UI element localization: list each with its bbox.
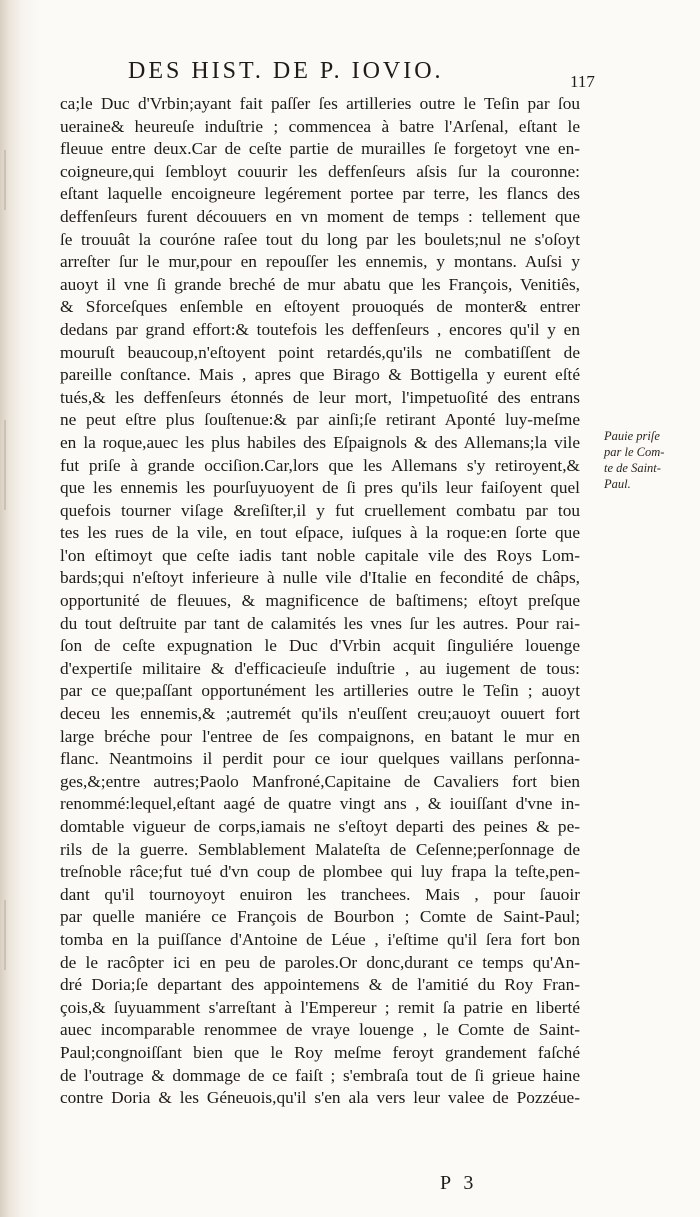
text-line: coigneure,qui ſembloyt couurir les deffenſeurs aſsis ſur la couronne: bbox=[60, 161, 580, 181]
text-line: de l'outrage & dommage de ce faiſt ; s'embraſa tout de ſi grieue haine bbox=[60, 1065, 580, 1085]
text-line: Paul;congnoiſſant bien que le Roy meſme feroyt grandement faſché bbox=[60, 1042, 580, 1062]
gutter-shadow bbox=[4, 420, 6, 510]
text-line: renommé:lequel,eſtant aagé de quatre vingt ans , & iouiſſant d'vne in- bbox=[60, 794, 580, 814]
text-line: dré Doria;ſe departant des appointemens & de l'amitié du Roy Fran- bbox=[60, 975, 580, 995]
margin-note-line: Paul. bbox=[604, 477, 631, 491]
margin-note-line: par le Com- bbox=[604, 445, 665, 459]
text-line: bards;qui n'eſtoyt inferieure à nulle vile d'Italie en fecondité de châps, bbox=[60, 568, 580, 588]
margin-note-line: Pauie priſe bbox=[604, 429, 660, 443]
text-line: tes les rues de la vile, en tout eſpace, iuſques à la roque:en ſorte que bbox=[60, 523, 580, 543]
signature-mark: P 3 bbox=[440, 1172, 478, 1194]
gutter-shadow bbox=[4, 150, 6, 210]
text-line: fleuue entre deux.Car de ceſte partie de murailles ſe forgetoyt vne en- bbox=[60, 139, 580, 159]
text-line: tués,& les deffenſeurs étonnés de leur mort, l'impetuoſité des entrans bbox=[60, 387, 580, 407]
text-line: large bréche pour l'entree de ſes compaignons, en batant le mur en bbox=[60, 726, 580, 746]
text-line: flanc. Neantmoins il perdit pour ce iour quelques vaillans perſonna- bbox=[60, 749, 580, 769]
margin-note bbox=[604, 428, 684, 492]
text-line: ca;le Duc d'Vrbin;ayant fait paſſer ſes artilleries outre le Teſin par ſou bbox=[60, 94, 580, 113]
text-line: ſe trouuât la couróne raſee tout du long par les boulets;nul ne s'oſoyt bbox=[60, 229, 580, 249]
text-line: domtable vigueur de corps,iamais ne s'eſtoyt departi des peines & pe- bbox=[60, 817, 580, 836]
gutter-shadow bbox=[4, 900, 6, 970]
text-line: deffenſeurs furent découuers en vn moment de temps : tellement que bbox=[60, 206, 580, 226]
text-line: eſtant laquelle encoigneure legérement portee par terre, les flancs des bbox=[60, 184, 580, 204]
text-line: d'expertiſe militaire & d'efficacieuſe induſtrie , au iugement de tous: bbox=[60, 658, 580, 678]
text-line: tomba en la puiſſance d'Antoine de Léue , i'eſtime qu'il ſera fort bon bbox=[60, 929, 580, 949]
text-line: fut priſe à grande occiſion.Car,lors que les Allemans s'y retiroyent,& bbox=[60, 455, 580, 475]
text-line: deceu les ennemis,& ;autremét qu'ils n'euſſent creu;auoyt ouuert fort bbox=[60, 704, 580, 724]
text-line: du tout deſtruite par tant de calamités les vnes ſur les autres. Pour rai- bbox=[60, 613, 580, 633]
text-line: ne peut eſtre plus ſouſtenue:& par ainſi;ſe retirant Aponté luy-meſme bbox=[60, 410, 580, 430]
text-line: dedans par grand effort:& toutefois les deffenſeurs , encores qu'il y en bbox=[60, 319, 580, 339]
running-title: DES HIST. DE P. IOVIO. bbox=[128, 58, 444, 84]
text-line: que les ennemis les pourſuyuoyent de ſi pres qu'ils leur faiſoyent quel bbox=[60, 478, 580, 498]
text-line: ſon de ceſte expugnation le Duc d'Vrbin acquit ſinguliére louenge bbox=[60, 636, 580, 656]
text-line: en la roque,auec les plus habiles des Eſpaignols & des Allemans;la vile bbox=[60, 432, 580, 452]
text-line: opportunité de fleuues, & magnificence de baſtimens; eſtoyt preſque bbox=[60, 591, 580, 611]
text-line: pareille conſtance. Mais , apres que Birago & Bottigella y eurent eſté bbox=[60, 365, 580, 385]
text-line: quefois tourner viſage &reſiſter,il y fut cruellement combatu par tou bbox=[60, 500, 580, 520]
text-line: dant qu'il tournoyoyt enuiron les tranchees. Mais , pour ſauoir bbox=[60, 884, 580, 904]
text-line: & Sforceſques enſemble en eſtoyent prouoqués de monter& entrer bbox=[60, 297, 580, 317]
text-line: l'on eſtimoyt que ceſte iadis tant noble capitale vile des Roys Lom- bbox=[60, 545, 580, 565]
body-text bbox=[60, 93, 580, 1110]
text-line: par quelle maniére ce François de Bourbon ; Comte de Saint-Paul; bbox=[60, 907, 580, 927]
text-line: par ce que;paſſant opportunément les artilleries outre le Teſin ; auoyt bbox=[60, 681, 580, 701]
margin-note-line: te de Saint- bbox=[604, 461, 661, 475]
text-line: de le racôpter ici en peu de paroles.Or donc,durant ce temps qu'An- bbox=[60, 952, 580, 972]
text-line: auec incomparable renommee de vraye louenge , le Comte de Saint- bbox=[60, 1020, 580, 1040]
text-line: mouruſt beaucoup,n'eſtoyent point retardés,qu'ils ne combatiſſent de bbox=[60, 342, 580, 362]
text-line: ueraine& heureuſe induſtrie ; commencea à batre l'Arſenal, eſtant le bbox=[60, 116, 580, 136]
text-line: treſnoble râce;fut tué d'vn coup de plombee qui luy frapa la teſte,pen- bbox=[60, 862, 580, 882]
text-line: ges,&;entre autres;Paolo Manfroné,Capitaine de Cavaliers fort bien bbox=[60, 771, 580, 791]
text-line: auoyt il vne ſi grande breché de mur abatu que les François, Venitiês, bbox=[60, 274, 580, 294]
page-number: 117 bbox=[570, 72, 595, 91]
text-line: çois,& ſuyuamment s'arreſtant à l'Empereur ; remit ſa patrie en liberté bbox=[60, 997, 580, 1017]
text-line: arreſter ſur le mur,pour en repouſſer les ennemis, y montans. Auſsi y bbox=[60, 252, 580, 272]
text-line: contre Doria & les Géneuois,qu'il s'en ala vers leur valee de Pozzéue- bbox=[60, 1088, 580, 1108]
text-line: rils de la guerre. Semblablement Malateſta de Ceſenne;perſonnage de bbox=[60, 839, 580, 859]
